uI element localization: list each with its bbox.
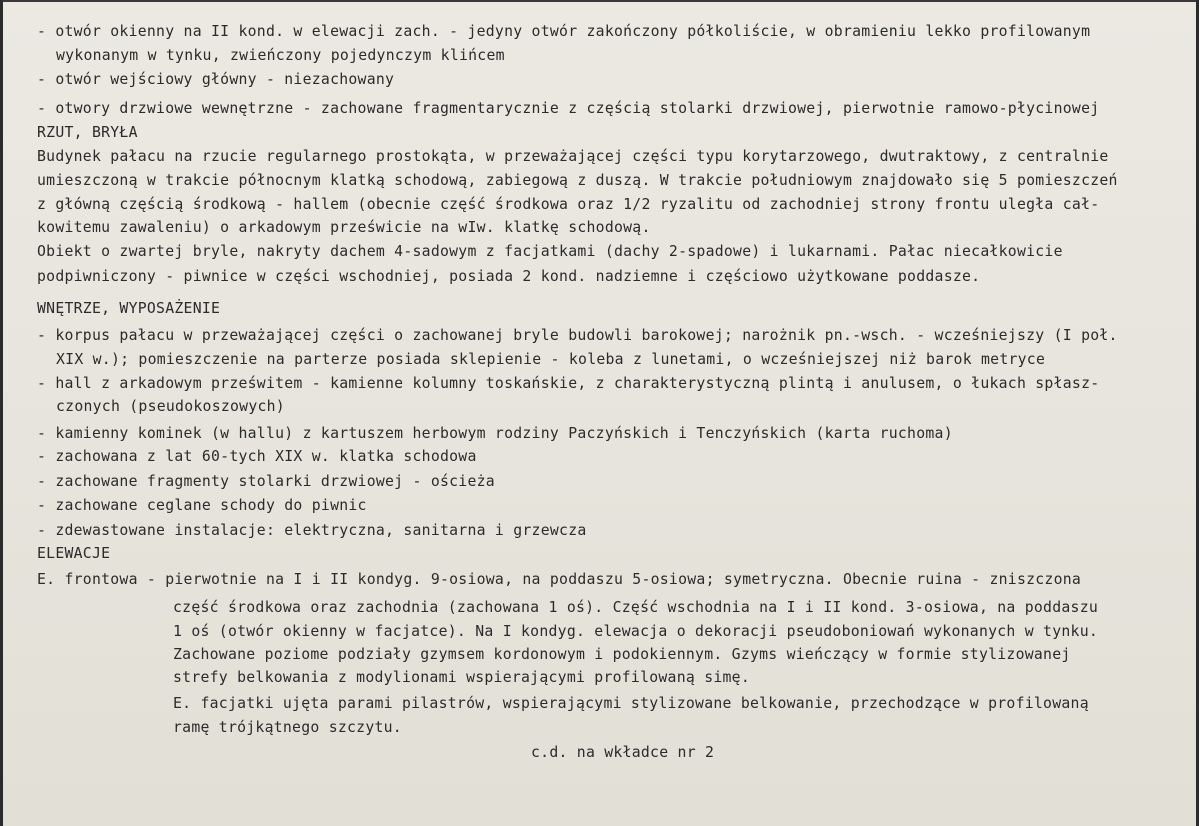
text-line: część środkowa oraz zachodnia (zachowana 1 oś). Część wschodnia na I i II kond. 3-osiowa, na poddaszu [173,599,1099,616]
text-line: strefy belkowania z modylionami wspierającymi profilowaną simę. [173,669,750,686]
page-top-edge [0,0,1199,2]
text-line: podpiwniczony - piwnice w części wschodniej, posiada 2 kond. nadziemne i częściowo użytkowane poddasze. [37,268,981,285]
continuation-note: c.d. na wkładce nr 2 [531,744,715,761]
text-line: E. facjatki ujęta parami pilastrów, wspierającymi stylizowane belkowanie, przechodzące w profilowaną [173,695,1089,712]
text-line: E. frontowa - pierwotnie na I i II kondyg. 9-osiowa, na poddaszu 5-osiowa; symetryczna. Obecnie ruina - zniszczona [37,571,1082,588]
text-line: czonych (pseudokoszowych) [56,398,285,415]
text-line: Obiekt o zwartej bryle, nakryty dachem 4-sadowym z facjatkami (dachy 2-spadowe) i lukarnami. Pałac niecałkowicie [37,243,1063,260]
text-line: - korpus pałacu w przeważającej części o zachowanej bryle budowli barokowej; narożnik pn.-wsch. - wcześniejszy (I poł. [37,327,1118,344]
text-line: - otwory drzwiowe wewnętrzne - zachowane fragmentarycznie z częścią stolarki drzwiowej, pierwotnie ramowo-płycinowej [37,100,1100,117]
text-line: Budynek pałacu na rzucie regularnego prostokąta, w przeważającej części typu korytarzowego, dwutraktowy, z centralnie [37,148,1109,165]
text-line: ramę trójkątnego szczytu. [173,719,402,736]
text-line: - kamienny kominek (w hallu) z kartuszem herbowym rodziny Paczyńskich i Tenczyńskich (karta ruchoma) [37,425,953,442]
section-heading: RZUT, BRYŁA [37,124,138,141]
text-line: kowitemu zawaleniu) o arkadowym prześwicie na wIw. klatkę schodową. [37,219,651,236]
text-line: XIX w.); pomieszczenie na parterze posiada sklepienie - koleba z lunetami, o wcześniejszej niż barok metryce [56,351,1046,368]
text-line: - hall z arkadowym prześwitem - kamienne kolumny toskańskie, z charakterystyczną plintą i anulusem, o łukach spłasz- [37,375,1100,392]
text-line: Zachowane poziome podziały gzymsem kordonowym i podokiennym. Gzyms wieńczący w formie stylizowanej [173,646,1071,663]
text-line: - zachowana z lat 60-tych XIX w. klatka schodowa [37,448,477,465]
page-left-edge [0,0,3,826]
text-line: wykonanym w tynku, zwieńczony pojedynczym klińcem [56,47,505,64]
text-line: z główną częścią środkową - hallem (obecnie część środkowa oraz 1/2 ryzalitu od zachodniej strony frontu uległa cał- [37,196,1100,213]
text-line: - zdewastowane instalacje: elektryczna, sanitarna i grzewcza [37,522,587,539]
section-heading: WNĘTRZE, WYPOSAŻENIE [37,300,221,317]
text-line: 1 oś (otwór okienny w facjatce). Na I kondyg. elewacja o dekoracji pseudoboniowań wykonanych w tynku. [173,623,1099,640]
section-heading: ELEWACJE [37,545,111,562]
text-line: umieszczoną w trakcie północnym klatką schodową, zabiegową z duszą. W trakcie południowym znajdowało się 5 pomieszczeń [37,172,1118,189]
text-line: - otwór okienny na II kond. w elewacji zach. - jedyny otwór zakończony półkoliście, w obramieniu lekko profilowanym [37,23,1091,40]
text-line: - zachowane fragmenty stolarki drzwiowej - ościeża [37,473,495,490]
text-line: - otwór wejściowy główny - niezachowany [37,71,395,88]
text-line: - zachowane ceglane schody do piwnic [37,497,367,514]
